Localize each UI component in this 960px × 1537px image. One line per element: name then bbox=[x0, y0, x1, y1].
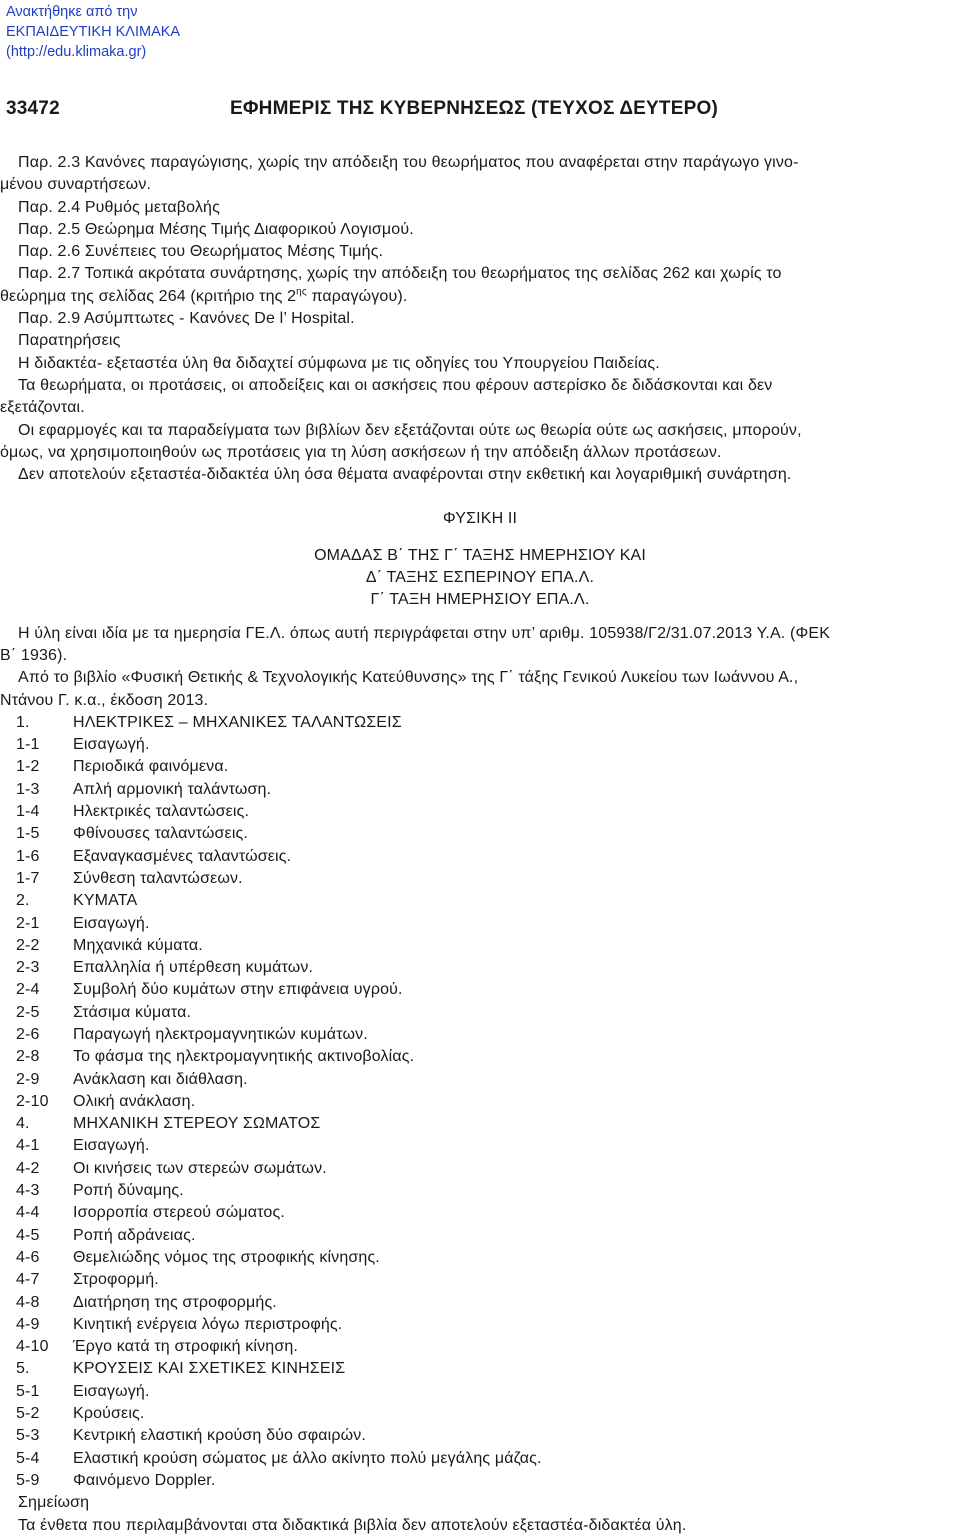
syllabus-title: Απλή αρμονική ταλάντωση. bbox=[73, 780, 272, 798]
syllabus-number: 1-4 bbox=[16, 803, 40, 821]
syllabus-item bbox=[0, 1470, 960, 1492]
page-number: 33472 bbox=[6, 98, 60, 119]
paragraph-line: Από το βιβλίο «Φυσική Θετικής & Τεχνολογικής Κατεύθυνσης» της Γ΄ τάξης Γενικού Λυκείου των Ιωάννου Α., bbox=[18, 669, 799, 687]
syllabus-number: 1-7 bbox=[16, 869, 40, 887]
syllabus-item bbox=[0, 1381, 960, 1403]
syllabus-number: 1-3 bbox=[16, 780, 40, 798]
syllabus-item bbox=[0, 957, 960, 979]
syllabus-item bbox=[0, 1358, 960, 1380]
syllabus-item bbox=[0, 1403, 960, 1425]
syllabus-item bbox=[0, 1113, 960, 1135]
syllabus-title: Κεντρική ελαστική κρούση δύο σφαιρών. bbox=[73, 1427, 366, 1445]
syllabus-title: Κινητική ενέργεια λόγω περιστροφής. bbox=[73, 1315, 343, 1333]
syllabus-item bbox=[0, 734, 960, 756]
syllabus-title: Κρούσεις. bbox=[73, 1405, 145, 1423]
syllabus-item bbox=[0, 1292, 960, 1314]
syllabus-number: 2-5 bbox=[16, 1003, 40, 1021]
syllabus-item bbox=[0, 1202, 960, 1224]
syllabus-item bbox=[0, 890, 960, 912]
syllabus-number: 2-10 bbox=[16, 1092, 49, 1110]
paragraph-line: Παρ. 2.6 Συνέπειες του Θεωρήματος Μέσης Τιμής. bbox=[18, 243, 384, 261]
syllabus-item bbox=[0, 913, 960, 935]
watermark-line: Ανακτήθηκε από την bbox=[6, 4, 138, 20]
syllabus-number: 4-7 bbox=[16, 1271, 40, 1289]
paragraph-line: Ντάνου Γ. κ.α., έκδοση 2013. bbox=[0, 691, 209, 709]
syllabus-title: Συμβολή δύο κυμάτων στην επιφάνεια υγρού. bbox=[73, 981, 403, 999]
syllabus-item bbox=[0, 1247, 960, 1269]
paragraph-line: Παρ. 2.5 Θεώρημα Μέσης Τιμής Διαφορικού Λογισμού. bbox=[18, 220, 414, 238]
syllabus-item bbox=[0, 1046, 960, 1068]
syllabus-item bbox=[0, 756, 960, 778]
syllabus-number: 2-3 bbox=[16, 959, 40, 977]
paragraph-line: Δεν αποτελούν εξεταστέα-διδακτέα ύλη όσα θέματα αναφέρονται στην εκθετική και λογαριθμική συνάρτηση. bbox=[18, 466, 792, 484]
paragraph-line: Παρ. 2.9 Ασύμπτωτες - Κανόνες De l’ Hospital. bbox=[18, 310, 355, 328]
syllabus-number: 1-2 bbox=[16, 758, 40, 776]
syllabus-title: Εισαγωγή. bbox=[73, 1382, 150, 1400]
syllabus-list bbox=[0, 712, 960, 1492]
syllabus-title: Ανάκλαση και διάθλαση. bbox=[73, 1070, 248, 1088]
syllabus-title: Έργο κατά τη στροφική κίνηση. bbox=[73, 1338, 298, 1356]
paragraph-line: Τα θεωρήματα, οι προτάσεις, οι αποδείξεις και οι ασκήσεις που φέρουν αστερίσκο δε διδάσκονται και δεν bbox=[18, 376, 773, 394]
watermark-line: ΕΚΠΑΙΔΕΥΤΙΚΗ ΚΛΙΜΑΚΑ bbox=[6, 24, 181, 40]
subject-title: ΦΥΣΙΚΗ ΙΙ bbox=[442, 510, 518, 528]
syllabus-title: Το φάσμα της ηλεκτρομαγνητικής ακτινοβολίας. bbox=[73, 1048, 415, 1066]
syllabus-number: 4-1 bbox=[16, 1137, 40, 1155]
syllabus-title: Ροπή αδράνειας. bbox=[73, 1226, 196, 1244]
syllabus-number: 4-4 bbox=[16, 1204, 40, 1222]
journal-title: ΕΦΗΜΕΡΙΣ ΤΗΣ ΚΥΒΕΡΝΗΣΕΩΣ (ΤΕΥΧΟΣ ΔΕΥΤΕΡΟ) bbox=[230, 98, 718, 119]
source-watermark bbox=[6, 2, 180, 62]
syllabus-title: Θεμελιώδης νόμος της στροφικής κίνησης. bbox=[73, 1248, 380, 1266]
syllabus-title: Μηχανικά κύματα. bbox=[73, 936, 203, 954]
syllabus-item bbox=[0, 868, 960, 890]
syllabus-item bbox=[0, 1269, 960, 1291]
syllabus-title: Στροφορμή. bbox=[73, 1271, 159, 1289]
syllabus-number: 2-2 bbox=[16, 936, 40, 954]
syllabus-number: 2-8 bbox=[16, 1048, 40, 1066]
syllabus-title: Φθίνουσες ταλαντώσεις. bbox=[73, 825, 248, 843]
syllabus-number: 5. bbox=[16, 1360, 30, 1378]
syllabus-title: Οι κινήσεις των στερεών σωμάτων. bbox=[73, 1159, 327, 1177]
paragraph-line: Β΄ 1936). bbox=[0, 646, 68, 664]
syllabus-title: Ελαστική κρούση σώματος με άλλο ακίνητο πολύ μεγάλης μάζας. bbox=[73, 1449, 542, 1467]
paragraph-line bbox=[0, 286, 960, 308]
paragraph-line: Η ύλη είναι ιδία με τα ημερησία ΓΕ.Λ. όπως αυτή περιγράφεται στην υπ’ αριθμ. 105938/Γ2/31.07.2013 Υ.Α. (ΦΕΚ bbox=[18, 624, 831, 642]
syllabus-title: Εισαγωγή. bbox=[73, 1137, 150, 1155]
syllabus-item bbox=[0, 1448, 960, 1470]
syllabus-number: 2-4 bbox=[16, 981, 40, 999]
syllabus-title: Ολική ανάκλαση. bbox=[73, 1092, 196, 1110]
text-run: παραγώγου). bbox=[306, 287, 408, 305]
paragraph-line: Παρ. 2.7 Τοπικά ακρότατα συνάρτησης, χωρίς την απόδειξη του θεωρήματος της σελίδας 262 και χωρίς το bbox=[18, 265, 782, 283]
syllabus-title: Εισαγωγή. bbox=[73, 914, 150, 932]
syllabus-title: ΜΗΧΑΝΙΚΗ ΣΤΕΡΕΟΥ ΣΩΜΑΤΟΣ bbox=[73, 1115, 321, 1133]
syllabus-title: ΚΥΜΑΤΑ bbox=[73, 892, 138, 910]
paragraph-line: Η διδακτέα- εξεταστέα ύλη θα διδαχτεί σύμφωνα με τις οδηγίες του Υπουργείου Παιδείας. bbox=[18, 354, 660, 372]
syllabus-number: 5-4 bbox=[16, 1449, 40, 1467]
syllabus-number: 2-9 bbox=[16, 1070, 40, 1088]
syllabus-item bbox=[0, 1314, 960, 1336]
syllabus-item bbox=[0, 823, 960, 845]
syllabus-title: Ισορροπία στερεού σώματος. bbox=[73, 1204, 285, 1222]
syllabus-number: 4-10 bbox=[16, 1338, 49, 1356]
paragraph-line: μένου συναρτήσεων. bbox=[0, 176, 152, 194]
syllabus-number: 4-3 bbox=[16, 1182, 40, 1200]
syllabus-title: Παραγωγή ηλεκτρομαγνητικών κυμάτων. bbox=[73, 1025, 368, 1043]
syllabus-item bbox=[0, 779, 960, 801]
syllabus-number: 4. bbox=[16, 1115, 30, 1133]
syllabus-title: ΗΛΕΚΤΡΙΚΕΣ – ΜΗΧΑΝΙΚΕΣ ΤΑΛΑΝΤΩΣΕΙΣ bbox=[73, 713, 402, 731]
syllabus-item bbox=[0, 935, 960, 957]
syllabus-item bbox=[0, 1425, 960, 1447]
watermark-link[interactable]: (http://edu.klimaka.gr) bbox=[6, 44, 147, 60]
paragraph-line: Οι εφαρμογές και τα παραδείγματα των βιβλίων δεν εξετάζονται ούτε ως θεωρία ούτε ως ασκήσεις, μπορούν, bbox=[18, 421, 802, 439]
syllabus-item bbox=[0, 1002, 960, 1024]
syllabus-item bbox=[0, 801, 960, 823]
syllabus-item bbox=[0, 1135, 960, 1157]
remarks-title: Παρατηρήσεις bbox=[18, 332, 121, 350]
syllabus-number: 2-1 bbox=[16, 914, 40, 932]
group-heading: Δ΄ ΤΑΞΗΣ ΕΣΠΕΡΙΝΟΥ ΕΠΑ.Λ. bbox=[365, 569, 595, 587]
syllabus-item bbox=[0, 1069, 960, 1091]
syllabus-item bbox=[0, 712, 960, 734]
syllabus-item bbox=[0, 1091, 960, 1113]
syllabus-title: Σύνθεση ταλαντώσεων. bbox=[73, 869, 243, 887]
note-text: Τα ένθετα που περιλαμβάνονται στα διδακτικά βιβλία δεν αποτελούν εξεταστέα-διδακτέα ύλη. bbox=[18, 1516, 687, 1534]
syllabus-title: Περιοδικά φαινόμενα. bbox=[73, 758, 229, 776]
syllabus-item bbox=[0, 846, 960, 868]
syllabus-title: Ροπή δύναμης. bbox=[73, 1182, 184, 1200]
syllabus-number: 4-8 bbox=[16, 1293, 40, 1311]
syllabus-item bbox=[0, 1024, 960, 1046]
paragraph-line: όμως, να χρησιμοποιηθούν ως προτάσεις για τη λύση ασκήσεων ή την απόδειξη άλλων προτάσεων. bbox=[0, 443, 722, 461]
syllabus-number: 1-1 bbox=[16, 736, 40, 754]
syllabus-title: Ηλεκτρικές ταλαντώσεις. bbox=[73, 803, 250, 821]
paragraph-line: Παρ. 2.3 Κανόνες παραγώγισης, χωρίς την απόδειξη του θεωρήματος που αναφέρεται στην παράγωγο γινο- bbox=[18, 154, 799, 171]
syllabus-item bbox=[0, 979, 960, 1001]
group-heading: ΟΜΑΔΑΣ Β΄ ΤΗΣ Γ΄ ΤΑΞΗΣ ΗΜΕΡΗΣΙΟΥ ΚΑΙ bbox=[314, 546, 646, 564]
syllabus-number: 5-2 bbox=[16, 1405, 40, 1423]
syllabus-item bbox=[0, 1336, 960, 1358]
syllabus-number: 5-9 bbox=[16, 1471, 40, 1489]
syllabus-number: 1-5 bbox=[16, 825, 40, 843]
note-title: Σημείωση bbox=[18, 1494, 90, 1512]
paragraph-line: εξετάζονται. bbox=[0, 399, 85, 417]
syllabus-number: 5-1 bbox=[16, 1382, 40, 1400]
syllabus-number: 4-6 bbox=[16, 1248, 40, 1266]
text-run: θεώρημα της σελίδας 264 (κριτήριο της 2 bbox=[0, 287, 297, 305]
syllabus-item bbox=[0, 1225, 960, 1247]
syllabus-number: 5-3 bbox=[16, 1427, 40, 1445]
syllabus-title: Επαλληλία ή υπέρθεση κυμάτων. bbox=[73, 959, 314, 977]
page-body bbox=[0, 152, 960, 1537]
syllabus-title: Στάσιμα κύματα. bbox=[73, 1003, 192, 1021]
syllabus-number: 1-6 bbox=[16, 847, 40, 865]
syllabus-item bbox=[0, 1180, 960, 1202]
syllabus-title: ΚΡΟΥΣΕΙΣ ΚΑΙ ΣΧΕΤΙΚΕΣ ΚΙΝΗΣΕΙΣ bbox=[73, 1360, 346, 1378]
syllabus-title: Διατήρηση της στροφορμής. bbox=[73, 1293, 277, 1311]
syllabus-number: 2-6 bbox=[16, 1025, 40, 1043]
syllabus-number: 4-5 bbox=[16, 1226, 40, 1244]
syllabus-number: 4-9 bbox=[16, 1315, 40, 1333]
syllabus-number: 1. bbox=[16, 713, 30, 731]
syllabus-number: 2. bbox=[16, 892, 30, 910]
page-header bbox=[0, 98, 960, 128]
superscript: ης bbox=[296, 286, 307, 298]
syllabus-title: Φαινόμενο Doppler. bbox=[73, 1471, 216, 1489]
group-heading: Γ΄ ΤΑΞΗ ΗΜΕΡΗΣΙΟΥ ΕΠΑ.Λ. bbox=[370, 591, 590, 609]
syllabus-title: Εξαναγκασμένες ταλαντώσεις. bbox=[73, 847, 292, 865]
syllabus-item bbox=[0, 1158, 960, 1180]
syllabus-number: 4-2 bbox=[16, 1159, 40, 1177]
paragraph-line: Παρ. 2.4 Ρυθμός μεταβολής bbox=[18, 198, 220, 216]
syllabus-title: Εισαγωγή. bbox=[73, 736, 150, 754]
